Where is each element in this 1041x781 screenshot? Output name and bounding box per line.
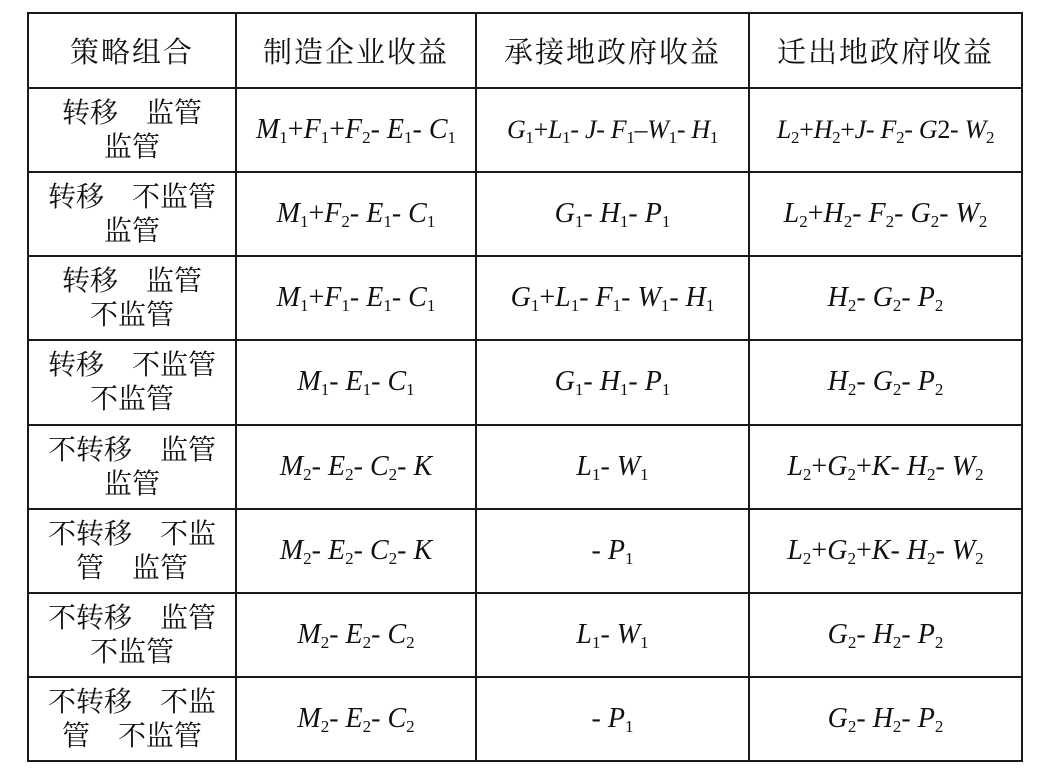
payoff-formula: $L_2+H_2+J-$ $F_2-$ G2- $W_2$ [776,115,995,148]
payoff-formula: $G_1+L_1-$ $F_1-$ $W_1-$ $H_1$ [510,282,715,316]
header-strategy: 策略组合 [28,13,236,88]
header-firm-payoff: 制造企业收益 [236,13,476,88]
strategy-cell [28,256,236,340]
table-row [28,593,1022,677]
header-source-gov-payoff: 迁出地政府收益 [749,13,1022,88]
payoff-formula: $G_2-$ $H_2-$ $P_2$ [827,702,944,736]
source-gov-payoff-cell [749,256,1022,340]
strategy-label-line2: 监管 [103,214,160,248]
strategy-cell [28,593,236,677]
payoff-formula: $M_1-$ $E_1-$ $C_1$ [297,366,415,400]
payoff-formula: $M_1+F_1+F_2-$ $E_1-$ $C_1$ [255,114,457,148]
strategy-cell [28,425,236,509]
strategy-cell [28,172,236,256]
table-row [28,256,1022,340]
payoff-formula: $H_2-$ $G_2-$ $P_2$ [827,282,944,316]
host-gov-payoff-cell [476,256,749,340]
firm-payoff-cell [236,509,476,593]
payoff-formula: $G_1-$ $H_1-$ $P_1$ [554,198,671,232]
strategy-label-line1: 不转移 监管 [47,600,216,634]
header-host-gov-payoff: 承接地政府收益 [476,13,749,88]
host-gov-payoff-cell [476,88,749,172]
payoff-formula: $M_2-$ $E_2-$ $C_2-$ K [279,450,433,484]
strategy-label-line1: 转移 不监管 [47,180,216,214]
table-row [28,509,1022,593]
payoff-formula: $M_1+F_1-$ $E_1-$ $C_1$ [276,282,436,316]
strategy-label-line2: 不监管 [89,298,174,332]
strategy-label-line1: 不转移 不监 [47,516,216,550]
strategy-label-line2: 管 不监管 [61,718,202,752]
payoff-formula: $G_1+L_1-$ J- $F_1-W_1-$ $H_1$ [506,115,719,148]
firm-payoff-cell [236,340,476,424]
strategy-label-line2: 监管 [103,466,160,500]
table-row [28,677,1022,761]
payoff-matrix-table [27,12,1023,762]
source-gov-payoff-cell [749,509,1022,593]
table-row [28,425,1022,509]
host-gov-payoff-cell [476,593,749,677]
payoff-formula: $H_2-$ $G_2-$ $P_2$ [827,366,944,400]
strategy-label-line1: 不转移 不监 [47,684,216,718]
source-gov-payoff-cell [749,172,1022,256]
strategy-cell [28,88,236,172]
strategy-label-line2: 管 监管 [75,550,188,584]
firm-payoff-cell [236,172,476,256]
firm-payoff-cell [236,88,476,172]
strategy-label-line1: 不转移 监管 [47,432,216,466]
payoff-formula: $G_2-$ $H_2-$ $P_2$ [827,618,944,652]
payoff-formula: $G_1-$ $H_1-$ $P_1$ [554,366,671,400]
payoff-formula: $L_2+G_2+K-$ $H_2-$ $W_2$ [787,450,984,484]
table-body [28,88,1022,761]
payoff-formula: - $P_1$ [591,702,634,736]
strategy-cell [28,677,236,761]
host-gov-payoff-cell [476,340,749,424]
strategy-cell [28,340,236,424]
firm-payoff-cell [236,593,476,677]
payoff-formula: $M_1+F_2-$ $E_1-$ $C_1$ [276,198,436,232]
strategy-label-line1: 转移 监管 [61,96,202,130]
source-gov-payoff-cell [749,340,1022,424]
table-row [28,172,1022,256]
payoff-formula: $M_2-$ $E_2-$ $C_2-$ K [279,534,433,568]
source-gov-payoff-cell [749,677,1022,761]
strategy-label-line2: 监管 [103,130,160,164]
host-gov-payoff-cell [476,677,749,761]
payoff-formula: $L_1-$ $W_1$ [576,618,649,652]
payoff-formula: $L_1-$ $W_1$ [576,450,649,484]
payoff-formula: $L_2+H_2-$ $F_2-$ $G_2-$ $W_2$ [783,198,988,232]
firm-payoff-cell [236,677,476,761]
strategy-label-line2: 不监管 [89,382,174,416]
payoff-formula: - $P_1$ [591,534,634,568]
firm-payoff-cell [236,425,476,509]
strategy-label-line1: 转移 监管 [61,264,202,298]
payoff-formula: $M_2-$ $E_2-$ $C_2$ [297,618,415,652]
table-row [28,88,1022,172]
host-gov-payoff-cell [476,425,749,509]
source-gov-payoff-cell [749,425,1022,509]
host-gov-payoff-cell [476,172,749,256]
firm-payoff-cell [236,256,476,340]
table-header-row [28,13,1022,88]
payoff-formula: $L_2+G_2+K-$ $H_2-$ $W_2$ [787,534,984,568]
strategy-cell [28,509,236,593]
host-gov-payoff-cell [476,509,749,593]
payoff-formula: $M_2-$ $E_2-$ $C_2$ [297,702,415,736]
strategy-label-line2: 不监管 [89,634,174,668]
source-gov-payoff-cell [749,88,1022,172]
table-row [28,340,1022,424]
source-gov-payoff-cell [749,593,1022,677]
strategy-label-line1: 转移 不监管 [47,348,216,382]
